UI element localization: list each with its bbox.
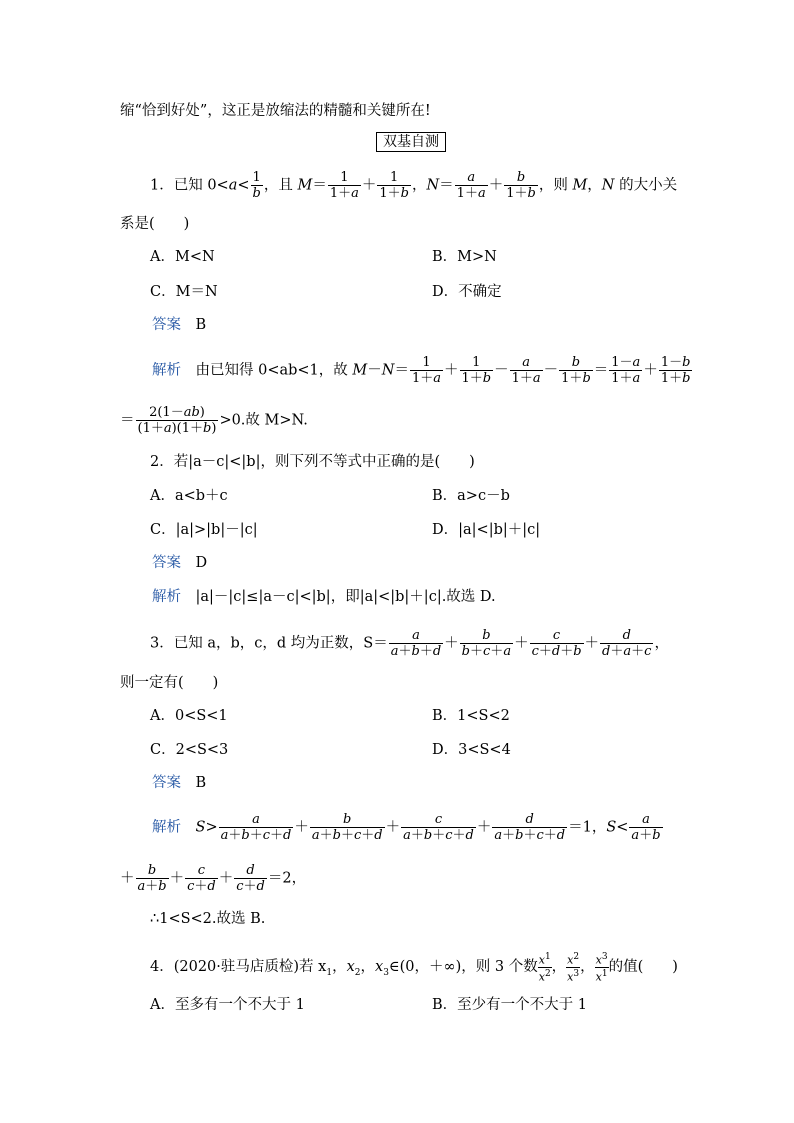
q1-analysis-cont: ＝ $\frac{2(1-ab)}{(1+a)(1+b)}$ >0.故 M>N.	[120, 405, 308, 436]
section-title: 双基自测	[376, 132, 446, 152]
q1-stem: 1．已知 0<a< $\frac{1}{b}$ ，且 M＝ $\frac{1}{1+a}$ ＋ $\frac{1}{1+b}$ ，N＝ $\frac{a}{1+a}$ ＋ $\frac{b}{1+b}$ ，则 M，N 的大小关	[150, 170, 678, 201]
q1-option-b: B．M>N	[432, 249, 497, 265]
q3-option-d: D．3<S<4	[432, 742, 511, 758]
q3-answer: 答案 B	[152, 775, 207, 791]
q3-option-a: A．0<S<1	[150, 708, 228, 724]
q1-option-d: D．不确定	[432, 284, 502, 300]
q1-option-a: A．M<N	[150, 249, 215, 265]
fraction: $\frac{1}{b}$	[252, 170, 261, 201]
q2-option-a: A．a<b＋c	[150, 488, 228, 504]
q4-option-a: A．至多有一个不大于 1	[150, 997, 305, 1013]
q2-option-d: D．|a|<|b|＋|c|	[432, 522, 541, 538]
intro-text: 缩“恰到好处”，这正是放缩法的精髓和关键所在!	[120, 103, 431, 119]
q3-option-b: B．1<S<2	[432, 708, 510, 724]
q1-analysis: 解析 由已知得 0<ab<1，故 M－N＝ $\frac{1}{1+a}$ ＋ $\frac{1}{1+b}$ － $\frac{a}{1+a}$ － $\frac{b}{1+b}$ ＝ $\frac{1-a}{1+a}$ ＋ $\frac{1-b}{1+b}$	[152, 355, 691, 386]
q1-answer: 答案 B	[152, 317, 207, 333]
q3-analysis: 解析 S> $\frac{a}{a+b+c+d}$ ＋ $\frac{b}{a+b+c+d}$ ＋ $\frac{c}{a+b+c+d}$ ＋ $\frac{d}{a+b+c+d}$ ＝1，S< $\frac{a}{a+b}$	[152, 812, 661, 843]
q1-stem-cont: 系是( )	[120, 216, 190, 232]
q2-analysis: 解析 |a|－|c|≤|a－c|<|b|，即|a|<|b|＋|c|.故选 D.	[152, 589, 496, 605]
q3-conclusion: ∴1<S<2.故选 B.	[150, 911, 266, 927]
q3-stem-cont: 则一定有( )	[120, 675, 219, 691]
q2-stem: 2．若|a－c|<|b|，则下列不等式中正确的是( )	[150, 454, 475, 470]
q1-option-c: C．M＝N	[150, 284, 218, 300]
q2-option-c: C．|a|>|b|－|c|	[150, 522, 258, 538]
q3-option-c: C．2<S<3	[150, 742, 229, 758]
q3-stem: 3．已知 a，b，c，d 均为正数，S＝ $\frac{a}{a+b+d}$ ＋ $\frac{b}{b+c+a}$ ＋ $\frac{c}{c+d+b}$ ＋ $\frac{d}{d+a+c}$ ，	[150, 628, 669, 659]
q4-option-b: B．至少有一个不大于 1	[432, 997, 587, 1013]
q2-option-b: B．a>c－b	[432, 488, 510, 504]
q2-answer: 答案 D	[152, 555, 208, 571]
q3-analysis-cont: ＋ $\frac{b}{a+b}$ ＋ $\frac{c}{c+d}$ ＋ $\frac{d}{c+d}$ ＝2，	[120, 863, 307, 894]
q4-stem: 4．(2020·驻马店质检)若 $x_1$，$x_2$，$x_3\in(0$，＋∞)，则 3 个数 $\frac{x^1}{x^2}$ ， $\frac{x^2}{x^3}$ ， $\frac{x^3}{x^1}$ 的值( )	[150, 952, 678, 984]
